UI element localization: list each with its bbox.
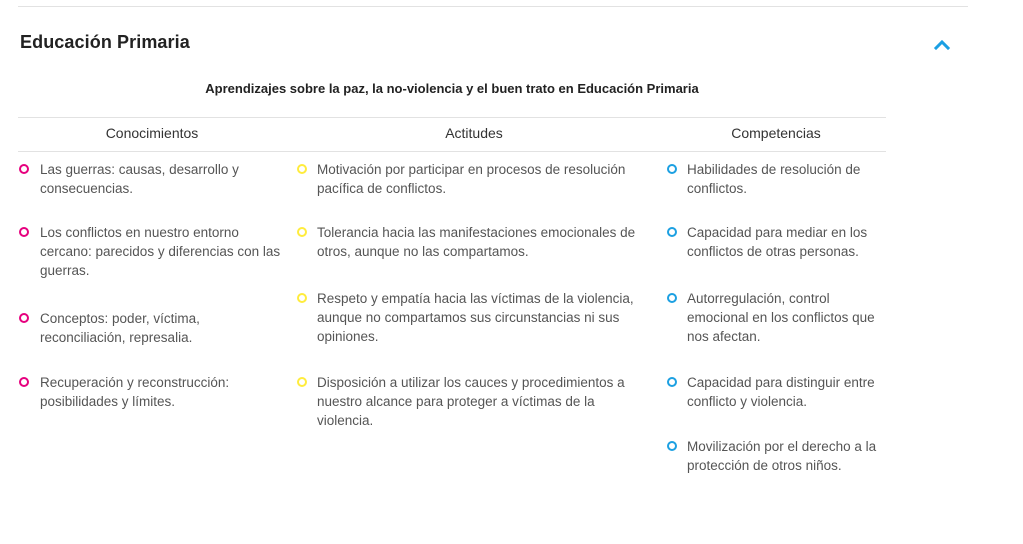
bullet-icon	[297, 293, 307, 303]
list-item-text: Capacidad para distinguir entre conflicto y violencia.	[687, 375, 875, 409]
list-item	[18, 160, 286, 198]
list-item	[666, 437, 888, 475]
column-header-actitudes: Actitudes	[445, 125, 503, 141]
bullet-icon	[19, 377, 29, 387]
list-item	[666, 160, 888, 198]
bullet-icon	[19, 227, 29, 237]
chevron-up-icon	[933, 38, 951, 50]
collapse-button[interactable]	[931, 34, 953, 54]
column-header-competencias: Competencias	[731, 125, 821, 141]
list-item-text: Movilización por el derecho a la protección de otros niños.	[687, 439, 877, 473]
list-item-text: Capacidad para mediar en los conflictos de otras personas.	[687, 225, 868, 259]
list-item	[18, 309, 286, 347]
list-item	[666, 373, 888, 411]
list-item	[18, 373, 286, 411]
list-item-text: Los conflictos en nuestro entorno cercano: parecidos y diferencias con las guerras.	[40, 225, 281, 278]
list-item-text: Respeto y empatía hacia las víctimas de la violencia, aunque no compartamos sus circunstancias ni sus opiniones.	[317, 291, 634, 344]
list-item-text: Motivación por participar en procesos de resolución pacífica de conflictos.	[317, 162, 626, 196]
bullet-icon	[19, 164, 29, 174]
list-item-text: Recuperación y reconstrucción: posibilidades y límites.	[40, 375, 230, 409]
bullet-icon	[667, 293, 677, 303]
accordion-header[interactable]	[18, 30, 958, 58]
bullet-icon	[19, 313, 29, 323]
list-item-text: Disposición a utilizar los cauces y procedimientos a nuestro alcance para proteger a víctimas de la violencia.	[317, 375, 625, 428]
bullet-icon	[297, 227, 307, 237]
list-item	[666, 223, 888, 261]
list-item	[18, 223, 286, 280]
bullet-icon	[297, 164, 307, 174]
bullet-icon	[667, 164, 677, 174]
table-header	[18, 117, 886, 152]
bullet-icon	[297, 377, 307, 387]
table-caption: Aprendizajes sobre la paz, la no-violencia y el buen trato en Educación Primaria	[205, 81, 699, 96]
section-title: Educación Primaria	[20, 32, 190, 52]
list-item	[296, 373, 652, 430]
list-item	[296, 223, 652, 261]
top-divider	[18, 6, 968, 7]
list-item-text: Las guerras: causas, desarrollo y consecuencias.	[40, 162, 239, 196]
bullet-icon	[667, 377, 677, 387]
column-header-conocimientos: Conocimientos	[105, 125, 199, 141]
list-item	[296, 160, 652, 198]
list-item	[666, 289, 888, 346]
list-item	[296, 289, 652, 346]
list-item-text: Habilidades de resolución de conflictos.	[687, 162, 861, 196]
list-item-text: Conceptos: poder, víctima, reconciliación, represalia.	[40, 311, 200, 345]
bullet-icon	[667, 441, 677, 451]
bullet-icon	[667, 227, 677, 237]
list-item-text: Tolerancia hacia las manifestaciones emocionales de otros, aunque no las compartamos.	[317, 225, 636, 259]
list-item-text: Autorregulación, control emocional en los conflictos que nos afectan.	[687, 291, 875, 344]
